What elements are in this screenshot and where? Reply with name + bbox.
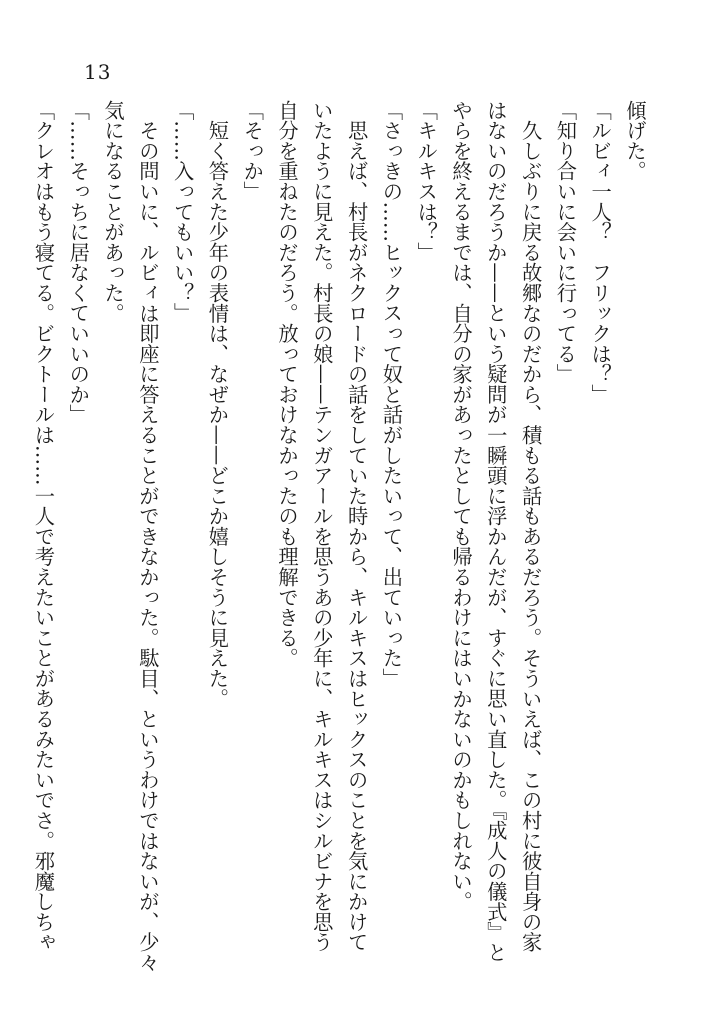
text-line: 気になることがあった。	[101, 100, 126, 324]
text-line: やらを終えるまでは、自分の家があったとしても帰るわけにはいかないのかもしれない。	[449, 100, 474, 912]
page-number: 13	[84, 60, 112, 84]
text-line: 「そっか」	[240, 100, 265, 202]
text-line: いたように見えた。村長の娘——テンガアールを思うあの少年に、キルキスはシルビナを思う	[309, 100, 334, 953]
text-line: 「ルビィ一人？ フリックは？」	[588, 100, 613, 405]
body-text	[31, 100, 652, 973]
text-line: その問いに、ルビィは即座に答えることができなかった。駄目、というわけではないが、少々	[135, 100, 160, 973]
text-line: 「知り合いに会いに行ってる」	[553, 100, 578, 385]
text-line: 「さっきの……ヒックスって奴と話がしたいって、出ていった」	[379, 100, 404, 689]
text-line: 「クレオはもう寝てる。ビクトールは……一人で考えたいことがあるみたいでさ。邪魔しちゃ	[31, 100, 56, 953]
text-line: 「……入ってもいい？」	[170, 100, 195, 324]
text-line: 思えば、村長がネクロードの話をしていた時から、キルキスはヒックスのことを気にかけて	[344, 100, 369, 953]
text-line: 自分を重ねたのだろう。放っておけなかったのも理解できる。	[275, 100, 300, 669]
text-line: 「……そっちに居なくていいのか」	[66, 100, 91, 425]
text-line: 久しぶりに戻る故郷なのだから、積もる話もあるだろう。そういえば、この村に彼自身の家	[518, 100, 543, 953]
text-line: 傾げた。	[623, 100, 647, 182]
text-line: はないのだろうか——という疑問が一瞬頭に浮かんだが、すぐに思い直した。『成人の儀式』と	[483, 100, 508, 963]
text-line: 短く答えた少年の表情は、なぜか——どこか嬉しそうに見えた。	[205, 100, 230, 709]
text-line: 「キルキスは？」	[414, 100, 439, 263]
